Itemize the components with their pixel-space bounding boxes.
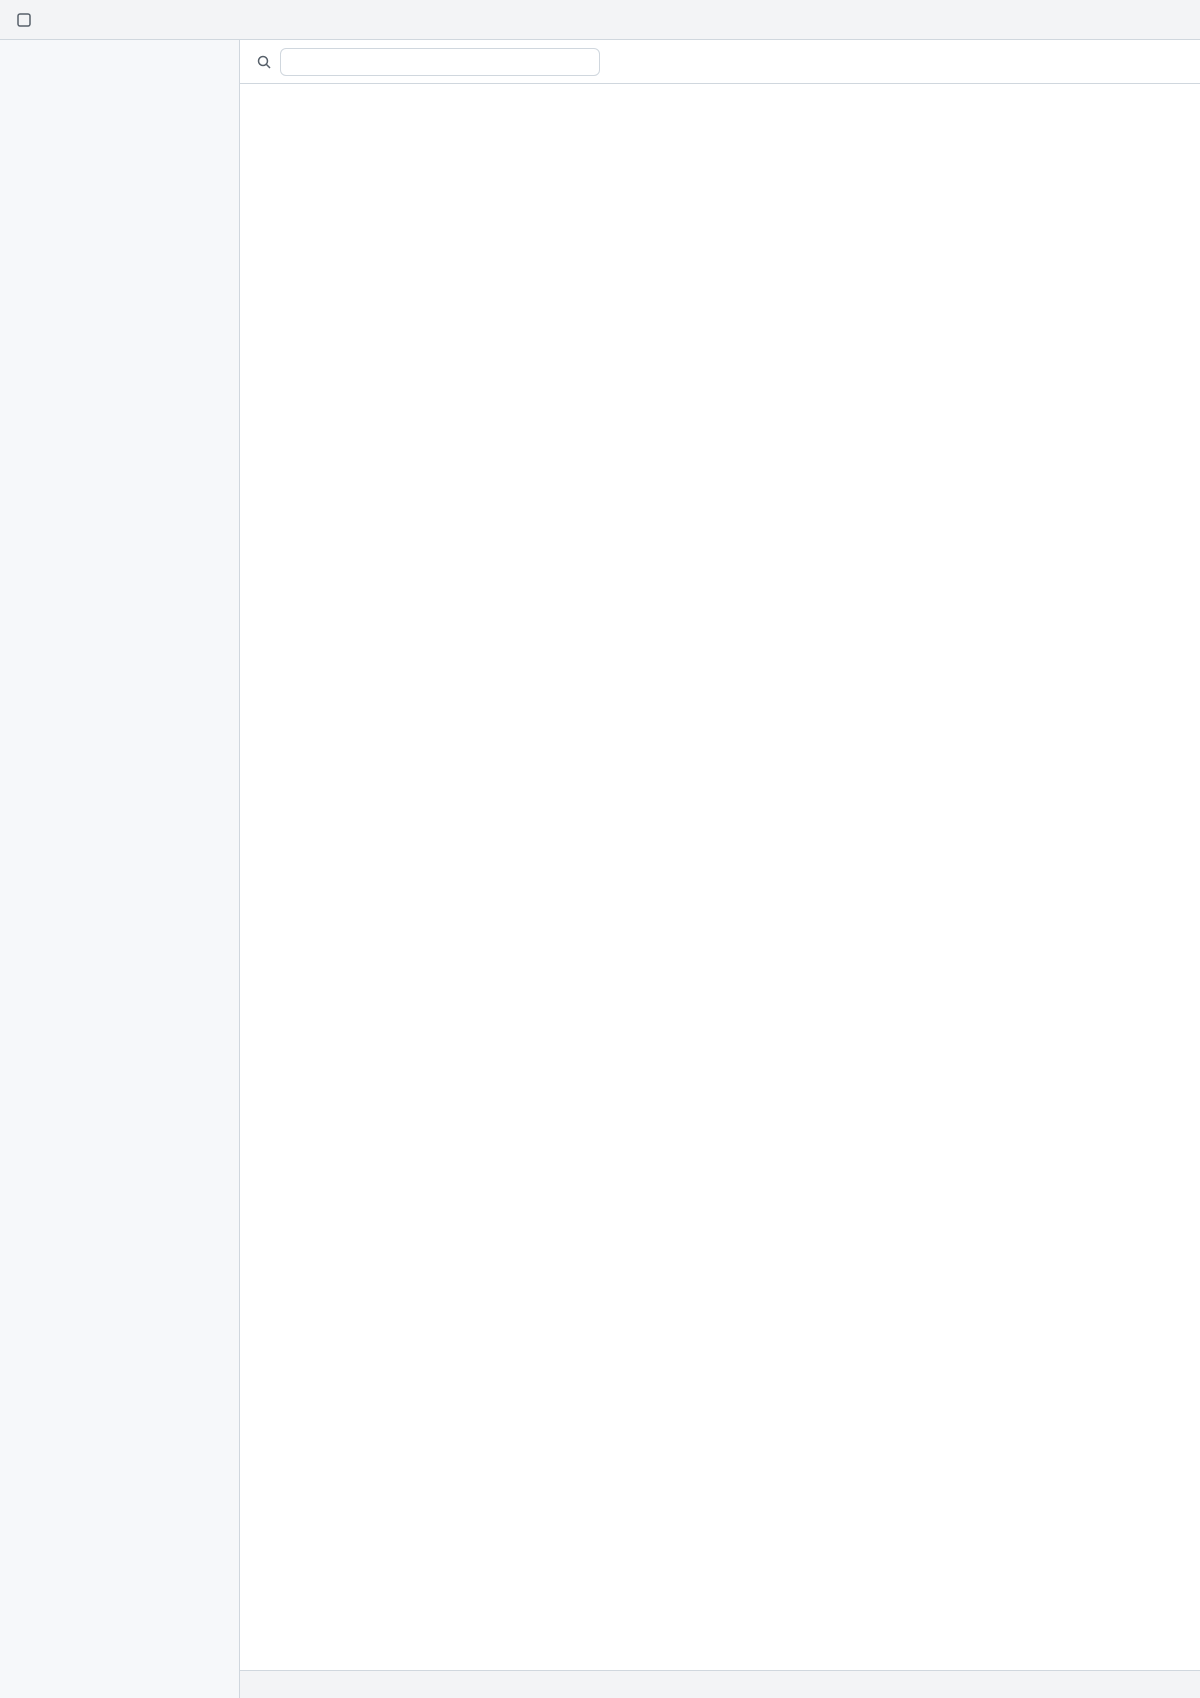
search-input[interactable] [280, 48, 600, 76]
body-row [0, 40, 1200, 1698]
status-bar [240, 1670, 1200, 1698]
content-pane [240, 84, 1200, 1670]
search-icon [256, 54, 272, 70]
title-bar [0, 0, 1200, 40]
sidebar [0, 40, 240, 1698]
app-icon [16, 12, 32, 28]
toolbar [240, 40, 1200, 84]
main-area [240, 40, 1200, 1698]
